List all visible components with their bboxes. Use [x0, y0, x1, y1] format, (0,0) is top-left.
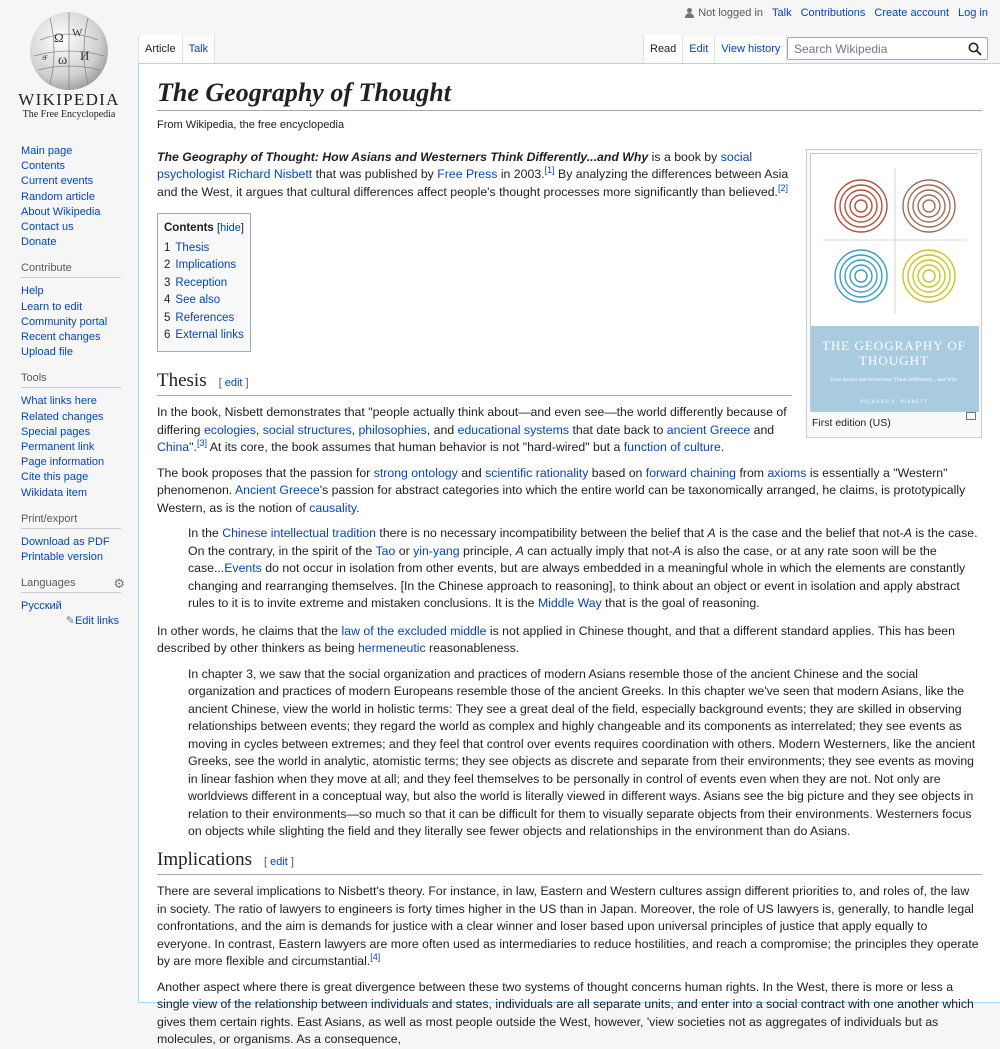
- quote-chinese-tradition: [188, 525, 982, 613]
- link-yin-yang[interactable]: yin-yang: [413, 543, 460, 558]
- site-subtitle: From Wikipedia, the free encyclopedia: [157, 119, 345, 131]
- link-social-psychologist[interactable]: social psychologist: [157, 149, 753, 182]
- user-icon: [685, 8, 694, 18]
- sidebar-item-recent-changes[interactable]: Recent changes: [21, 331, 101, 344]
- link-ancient-greece-2[interactable]: Ancient Greece: [234, 483, 320, 498]
- text: is the case. On the contrary, in the spirit of the: [188, 526, 978, 558]
- link-tao[interactable]: Tao: [375, 543, 396, 558]
- text: is the case and the belief that not-: [715, 526, 904, 541]
- sidebar-languages: [0, 577, 138, 627]
- text: .: [356, 500, 360, 515]
- sidebar-item-permanent-link[interactable]: Permanent link: [21, 441, 95, 454]
- sidebar-item-contents[interactable]: Contents: [21, 160, 66, 173]
- sidebar-item-donate[interactable]: Donate: [21, 236, 57, 249]
- text: and: [750, 422, 775, 437]
- sidebar-item-cite-this-page[interactable]: Cite this page: [21, 471, 89, 484]
- section-heading-implications: [157, 848, 982, 876]
- ref-3[interactable]: [3]: [196, 438, 207, 449]
- svg-text:ச: ச: [42, 52, 48, 63]
- toc-item-external-links[interactable]: [164, 327, 244, 345]
- svg-text:Ω: Ω: [54, 30, 64, 45]
- text: principle,: [459, 543, 516, 558]
- sidebar-item-main-page[interactable]: Main page: [21, 145, 73, 157]
- cover-title: THE GEOGRAPHY OF THOUGHT: [821, 337, 967, 368]
- tab-view-history[interactable]: View history: [714, 35, 787, 63]
- sidebar-item-related-changes[interactable]: Related changes: [21, 410, 104, 423]
- link-free-press[interactable]: Free Press: [437, 167, 498, 182]
- wikipedia-globe-icon: [28, 10, 110, 92]
- personal-link-log-in[interactable]: Log in: [958, 7, 988, 19]
- sidebar: [0, 138, 138, 635]
- italic-a: A: [672, 543, 682, 558]
- search-placeholder: Search Wikipedia: [794, 42, 888, 56]
- personal-link-create-account[interactable]: Create account: [874, 7, 950, 19]
- svg-text:ω: ω: [58, 53, 68, 68]
- sidebar-item-special-pages[interactable]: Special pages: [21, 425, 91, 438]
- languages-heading-label: Languages: [21, 577, 76, 590]
- namespace-tabs: [138, 35, 215, 63]
- search-input[interactable]: [787, 37, 988, 60]
- book-cover-image[interactable]: [810, 153, 978, 411]
- sidebar-contribute: [0, 262, 138, 360]
- not-logged-in-label: Not logged in: [698, 7, 764, 19]
- text: is essentially a "Western" phenomenon.: [157, 465, 948, 498]
- toc-hide-link[interactable]: hide: [220, 222, 241, 235]
- tab-talk[interactable]: Talk: [182, 35, 216, 63]
- sidebar-navigation: [0, 138, 138, 250]
- toc-link[interactable]: Reception: [175, 276, 228, 289]
- text: At its core, the book assumes that human behavior is not "hard-wired" but a: [206, 440, 624, 455]
- svg-text:W: W: [72, 27, 83, 39]
- sidebar-print: [0, 513, 138, 565]
- toc-number: 2: [164, 259, 171, 272]
- link-educational-systems[interactable]: educational systems: [457, 422, 570, 437]
- italic-a: A: [515, 543, 524, 558]
- text: reasonableness.: [425, 641, 520, 656]
- text: that is the goal of reasoning.: [601, 596, 760, 611]
- link-forward-chaining[interactable]: forward chaining: [645, 465, 737, 480]
- cover-author: RICHARD E. NISBETT: [860, 399, 928, 405]
- text: In other words, he claims that the: [157, 623, 342, 638]
- toc-item-reception[interactable]: [164, 275, 244, 293]
- toc-link[interactable]: Implications: [175, 259, 237, 272]
- pencil-icon: ✎: [65, 615, 75, 628]
- sidebar-item-community-portal[interactable]: Community portal: [21, 315, 108, 328]
- thesis-paragraph-2: [157, 465, 982, 518]
- sidebar-item-page-information[interactable]: Page information: [21, 456, 105, 469]
- sidebar-item-wikidata-item[interactable]: Wikidata item: [21, 486, 88, 499]
- link-hermeneutic[interactable]: hermeneutic: [357, 641, 426, 656]
- not-logged-in: [685, 7, 763, 19]
- personal-link-contributions[interactable]: Contributions: [800, 7, 866, 19]
- sidebar-item-about-wikipedia[interactable]: About Wikipedia: [21, 205, 101, 218]
- sidebar-item-learn-to-edit[interactable]: Learn to edit: [21, 300, 83, 313]
- link-ecologies[interactable]: ecologies: [203, 422, 256, 437]
- ref-1[interactable]: [1]: [544, 165, 555, 175]
- gear-icon[interactable]: ⚙: [113, 576, 125, 592]
- view-tabs: [643, 35, 787, 63]
- link-social-structures[interactable]: social structures: [262, 422, 352, 437]
- edit-section-thesis: [ edit ]: [218, 376, 249, 389]
- text: In the: [188, 526, 223, 541]
- text: ".: [189, 440, 197, 455]
- toc-number: 5: [164, 311, 171, 324]
- link-richard-nisbett[interactable]: Richard Nisbett: [228, 167, 313, 182]
- toc-hide-toggle[interactable]: [hide]: [217, 222, 244, 235]
- edit-links[interactable]: [21, 614, 138, 627]
- language-link-русский[interactable]: Русский: [21, 600, 62, 613]
- toc-number: 1: [164, 241, 171, 254]
- personal-link-talk[interactable]: Talk: [772, 7, 792, 19]
- toc-link[interactable]: Thesis: [175, 241, 210, 254]
- article-content: [138, 63, 1000, 1047]
- italic-a: A: [707, 526, 716, 541]
- text: .: [720, 440, 725, 455]
- toc-number: 3: [164, 276, 171, 289]
- toc-link[interactable]: External links: [175, 329, 244, 342]
- sidebar-item-current-events[interactable]: Current events: [21, 175, 94, 188]
- toc-item-thesis[interactable]: [164, 240, 244, 258]
- sidebar-item-what-links-here[interactable]: What links here: [21, 395, 97, 408]
- link-axioms[interactable]: axioms: [767, 465, 807, 480]
- text: do not occur in isolation from other events, but are always embedded in a meaningful whole in which the elements are constantly changing and rearranging themselves. [In the Chinese approach to reasoning], to think about an object or event in isolation and apply abstract rules to it is to invite extreme and mistaken conclusions. It is the: [188, 561, 966, 611]
- link-ancient-greece[interactable]: ancient Greece: [666, 422, 751, 437]
- lead-text: is a book by: [648, 149, 721, 164]
- toc-title-row: [164, 220, 244, 238]
- quote-chapter-3: In chapter 3, we saw that the social organization and practices of modern Asians resemble those of the ancient Chinese and the social organization and practices of modern Europeans resemble those of the ancient Greeks. In this chapter we've seen that modern Asians, like the ancient Chinese, view the world in holistic terms: They see a great deal of the field, especially background events; they are skilled in observing relationships between events; they regard the world as complex and highly changeable and its components as interrelated; they see events as moving in cycles between extremes; and they feel that control over events requires coordination with others. Modern Westerners, like the ancient Greeks, see the world in analytic, atomistic terms; they see objects as discrete and separate from their environments; they see events as moving in linear fashion when they move at all; and they feel themselves to be personally in control of events even when they are not. Not only are worldviews different in a conceptual way, but also the world is literally viewed in different ways. Asians see the big picture and they see objects in relation to their environments—so much so that it can be difficult for them to visually separate objects from their environments. Westerners focus on objects while slighting the field and they literally see fewer objects and relationships in the environment than do Asians.: [188, 666, 976, 839]
- sidebar-heading-contribute: Contribute: [21, 262, 121, 278]
- caption-text: First edition (US): [812, 416, 891, 429]
- thesis-heading: Thesis: [157, 369, 207, 391]
- search-icon[interactable]: [968, 42, 982, 56]
- page-title: The Geography of Thought: [157, 78, 982, 111]
- text: ,: [351, 422, 359, 437]
- enlarge-icon[interactable]: [966, 412, 976, 420]
- text: from: [736, 465, 768, 480]
- text: or: [395, 543, 414, 558]
- toc-link[interactable]: References: [175, 311, 235, 324]
- text: there is no necessary incompatibility between the belief that: [376, 526, 708, 541]
- text: 's passion for abstract categories into which the entire world can be taxonomically arranged, he claims, is prototypically Western, as is the notion of: [157, 483, 966, 515]
- text: is not applied in Chinese thought, and that a different standard applies. This has been described by other thinkers as being: [157, 623, 955, 656]
- lead-bold-title: The Geography of Thought: How Asians and Westerners Think Differently...and Why: [157, 149, 649, 164]
- ref-2[interactable]: [2]: [777, 182, 788, 193]
- personal-tools: [685, 7, 988, 19]
- toc-item-references[interactable]: [164, 310, 244, 328]
- tab-edit[interactable]: Edit: [682, 35, 714, 63]
- infobox-caption: [810, 411, 978, 435]
- link-middle-way[interactable]: Middle Way: [537, 596, 602, 611]
- link-function-of-culture[interactable]: function of culture: [623, 440, 721, 455]
- edit-link-thesis[interactable]: edit: [224, 376, 243, 389]
- sidebar-heading-print: Print/export: [21, 513, 121, 529]
- toc-number: 6: [164, 329, 171, 342]
- wikipedia-logo[interactable]: [0, 0, 138, 130]
- toc-item-implications[interactable]: [164, 257, 244, 275]
- sidebar-heading-tools: Tools: [21, 372, 121, 388]
- text: In the book, Nisbett demonstrates that "people actually think about—and even see—the world differently because of differing: [157, 405, 787, 437]
- text: The book proposes that the passion for: [157, 465, 374, 480]
- edit-section-implications: [ edit ]: [263, 855, 294, 868]
- sidebar-item-contact-us[interactable]: Contact us: [21, 221, 74, 234]
- ref-4[interactable]: [4]: [370, 952, 381, 963]
- thesis-paragraph-3: [157, 623, 982, 658]
- link-philosophies[interactable]: philosophies: [358, 422, 427, 437]
- link-scientific-rationality[interactable]: scientific rationality: [485, 465, 589, 480]
- cover-subtitle: How Asians and Westerners Think Differently... and Why: [830, 376, 958, 383]
- toc-item-see-also[interactable]: [164, 292, 244, 310]
- text: is also the case, or at any rate soon will be the case...: [188, 543, 937, 576]
- implications-paragraph-2: Another aspect where there is great divergence between these two systems of thought concerns human rights. In the West, there is more or less a single view of the relationship between individuals and states, individuals are all separate units, and enter into a social contract with one another which gives them certain rights. East Asians, as well as most people outside the West, however, 'view societies not as aggregates of individuals but as molecules, or organisms. As a consequence,: [157, 979, 974, 1047]
- sidebar-item-help[interactable]: Help: [21, 285, 44, 298]
- italic-a: A: [903, 526, 912, 541]
- toc-link[interactable]: See also: [175, 294, 221, 307]
- toc-title: Contents: [164, 222, 214, 235]
- implications-heading: Implications: [157, 848, 252, 870]
- lead-text: that was published by: [312, 167, 438, 182]
- edit-links-label: Edit links: [74, 615, 119, 628]
- sidebar-heading-languages: [21, 576, 125, 593]
- logo-wordmark: WIKIPEDIA: [18, 90, 120, 109]
- link-events[interactable]: Events: [224, 561, 262, 576]
- link-chinese-intellectual-tradition[interactable]: Chinese intellectual tradition: [222, 526, 376, 541]
- table-of-contents: [157, 213, 251, 352]
- lead-text: By analyzing the differences between Asia and the West, it argues that cultural differences affect people's thought processes more significantly than believed.: [157, 167, 789, 199]
- text: and: [457, 465, 486, 480]
- tab-article[interactable]: Article: [138, 35, 182, 63]
- text: , and: [426, 422, 458, 437]
- text: There are several implications to Nisbett's theory. For instance, in law, Eastern and Western cultures assign different priorities to, and roles of, the law in society. The ratio of lawyers to engineers is forty times higher in the US than in Japan. Moreover, the role of US lawyers is, generally, to handle legal confrontations, and the aim is demands for justice with a clear winner and loser based upon universal principles of justice that apply equally to everyone. In contrast, Eastern lawyers are more often used as intermediaries to reduce hostilities, and reach a compromise; the principles they operate by are more flexible and circumstantial.: [157, 884, 979, 969]
- link-causality[interactable]: causality: [309, 500, 357, 515]
- svg-text:И: И: [80, 48, 90, 63]
- text: can actually imply that not-: [523, 543, 673, 558]
- text: ,: [255, 422, 263, 437]
- sidebar-item-random-article[interactable]: Random article: [21, 190, 95, 203]
- edit-link-implications[interactable]: edit: [270, 855, 288, 868]
- toc-number: 4: [164, 294, 171, 307]
- logo-tagline: The Free Encyclopedia: [22, 109, 116, 120]
- link-china[interactable]: China: [157, 440, 190, 455]
- text: based on: [588, 465, 646, 480]
- sidebar-item-printable-version[interactable]: Printable version: [21, 551, 103, 564]
- sidebar-item-download-as-pdf[interactable]: Download as PDF: [21, 535, 110, 548]
- implications-paragraph-1: [157, 883, 982, 971]
- section-heading-thesis: [157, 369, 792, 397]
- infobox: [806, 149, 982, 439]
- lead-text: in 2003.: [497, 167, 545, 182]
- sidebar-tools: [0, 372, 138, 500]
- link-law-of-excluded-middle[interactable]: law of the excluded middle: [341, 623, 487, 638]
- text: that date back to: [569, 422, 667, 437]
- sidebar-item-upload-file[interactable]: Upload file: [21, 346, 73, 359]
- link-strong-ontology[interactable]: strong ontology: [373, 465, 458, 480]
- tab-read[interactable]: Read: [643, 35, 682, 63]
